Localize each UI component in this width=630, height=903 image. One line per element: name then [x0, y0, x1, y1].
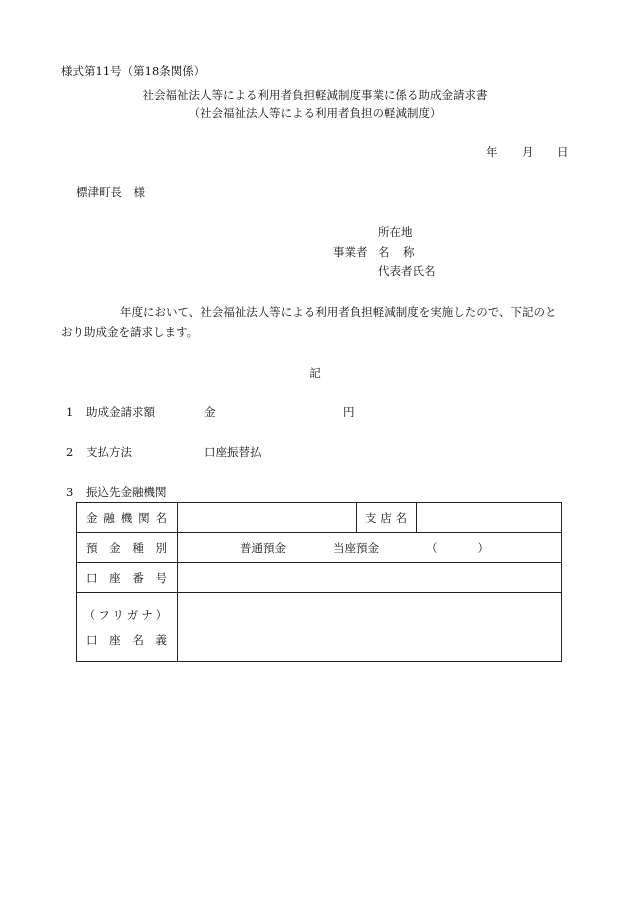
account-holder-label-cell	[77, 593, 178, 662]
account-holder-row	[77, 593, 562, 662]
document-subtitle: （社会福祉法人等による利用者負担の軽減制度）	[188, 106, 442, 120]
representative-label: 代表者氏名	[378, 264, 436, 278]
holder-char: 口	[86, 632, 98, 647]
furigana-label: （フリガナ）	[83, 607, 171, 622]
body-line-1: 年度において、社会福祉法人等による利用者負担軽減制度を実施したので、下記のと	[120, 305, 557, 319]
item-1-label: 助成金請求額	[86, 405, 155, 419]
address-label: 所在地	[378, 225, 413, 239]
form-number: 様式第11号（第18条関係）	[61, 64, 206, 78]
deposit-type-value-cell[interactable]	[178, 533, 562, 563]
deposit-type-row	[77, 533, 562, 563]
body-line-2: おり助成金を請求します。	[61, 325, 199, 339]
ordinary-deposit-option[interactable]: 普通預金	[240, 540, 286, 555]
institution-char: 名	[155, 510, 167, 525]
deposit-type-char: 預	[86, 540, 98, 555]
date-day-label: 日	[557, 145, 569, 159]
name-char-1: 名	[378, 245, 390, 259]
institution-row	[77, 503, 562, 533]
item-2-number: 2	[66, 445, 74, 459]
document-title: 社会福祉法人等による利用者負担軽減制度事業に係る助成金請求書	[142, 88, 488, 102]
name-char-2: 称	[403, 245, 415, 259]
addressee: 標津町長 様	[76, 185, 145, 199]
account-number-char: 口	[86, 570, 98, 585]
kin-label: 金	[204, 405, 216, 419]
holder-char: 座	[109, 632, 121, 647]
deposit-type-char: 種	[132, 540, 144, 555]
deposit-type-char: 金	[109, 540, 121, 555]
payment-method-value: 口座振替払	[204, 445, 262, 459]
institution-char: 関	[138, 510, 150, 525]
current-deposit-option[interactable]: 当座預金	[333, 540, 379, 555]
date-month-label: 月	[522, 145, 534, 159]
other-close-paren: ）	[477, 540, 489, 555]
branch-label-cell	[357, 503, 417, 533]
item-2-label: 支払方法	[86, 445, 132, 459]
branch-char: 店	[380, 510, 392, 525]
item-3-label: 振込先金融機関	[86, 485, 167, 499]
bank-table	[76, 502, 562, 662]
institution-label-cell	[77, 503, 178, 533]
branch-value-cell[interactable]	[417, 503, 562, 533]
deposit-type-label-cell	[77, 533, 178, 563]
item-1-number: 1	[66, 405, 74, 419]
deposit-type-char: 別	[155, 540, 167, 555]
account-holder-value-cell[interactable]	[178, 593, 562, 662]
branch-char: 名	[395, 510, 407, 525]
institution-value-cell[interactable]	[178, 503, 357, 533]
institution-char: 機	[120, 510, 133, 525]
account-number-label-cell	[77, 563, 178, 593]
item-3-number: 3	[66, 485, 74, 499]
account-number-char: 座	[109, 570, 121, 585]
other-open-paren: （	[426, 540, 438, 555]
date-year-label: 年	[486, 145, 498, 159]
holder-char: 名	[132, 632, 144, 647]
institution-char: 金	[86, 510, 98, 525]
ki-heading: 記	[309, 366, 321, 380]
account-number-char: 号	[155, 570, 167, 585]
yen-label: 円	[343, 405, 355, 419]
institution-char: 融	[103, 510, 115, 525]
applicant-label: 事業者	[333, 245, 368, 259]
account-number-char: 番	[132, 570, 144, 585]
account-number-row	[77, 563, 562, 593]
branch-char: 支	[365, 510, 377, 525]
account-number-value-cell[interactable]	[178, 563, 562, 593]
holder-char: 義	[155, 632, 167, 647]
